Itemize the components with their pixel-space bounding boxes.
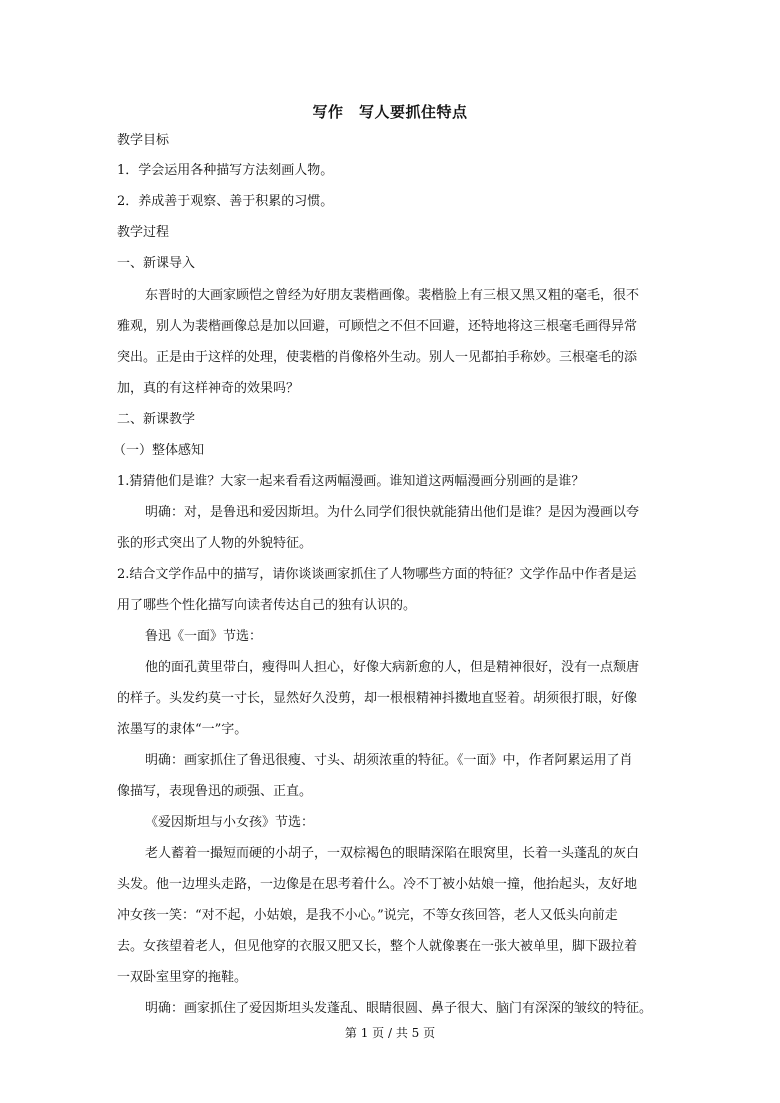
paragraph-line: 的样子。头发约莫一寸长，显然好久没剪，却一根根精神抖擞地直竖着。胡须很打眼，好像 — [117, 691, 638, 706]
paragraph-line: 明确：画家抓住了鲁迅很瘦、寸头、胡须浓重的特征。《一面》中，作者阿累运用了肖 — [145, 753, 633, 768]
question-1: 1.猜猜他们是谁？大家一起来看看这两幅漫画。谁知道这两幅漫画分别画的是谁？ — [117, 474, 585, 489]
objective-2: 2．养成善于观察、善于积累的习惯。 — [117, 194, 334, 209]
subheading-teaching: 二、新课教学 — [117, 412, 196, 427]
paragraph-line: 明确：画家抓住了爱因斯坦头发蓬乱、眼睛很圆、鼻子很大、脑门有深深的皱纹的特征。 — [145, 1001, 653, 1016]
objective-1: 1．学会运用各种描写方法刻画人物。 — [117, 163, 334, 178]
paragraph-line: 一双卧室里穿的拖鞋。 — [117, 970, 248, 985]
excerpt-heading-einstein: 《爱因斯坦与小女孩》节选： — [145, 815, 315, 830]
subheading-overall: （一）整体感知 — [113, 443, 205, 458]
paragraph-line: 冲女孩一笑：“对不起，小姑娘，是我不小心。”说完，不等女孩回答，老人又低头向前走 — [117, 908, 618, 923]
paragraph-line: 加，真的有这样神奇的效果吗？ — [117, 381, 300, 396]
paragraph-line: 浓墨写的隶体“一”字。 — [117, 722, 248, 737]
subheading-intro: 一、新课导入 — [117, 256, 196, 271]
section-heading-process: 教学过程 — [117, 225, 170, 240]
question-2: 2.结合文学作品中的描写，请你谈谈画家抓住了人物哪些方面的特征？文学作品中作者是运 — [117, 567, 637, 582]
paragraph-line: 东晋时的大画家顾恺之曾经为好朋友裴楷画像。裴楷脸上有三根又黑又粗的毫毛，很不 — [145, 288, 640, 303]
paragraph-line: 突出。正是由于这样的处理，使裴楷的肖像格外生动。别人一见都拍手称妙。三根毫毛的添 — [117, 350, 638, 365]
paragraph-line: 老人蓄着一撮短而硬的小胡子，一双棕褐色的眼睛深陷在眼窝里，长着一头蓬乱的灰白 — [145, 846, 640, 861]
paragraph-line: 雅观，别人为裴楷画像总是加以回避，可顾恺之不但不回避，还特地将这三根毫毛画得异常 — [117, 319, 638, 334]
paragraph-line: 张的形式突出了人物的外貌特征。 — [117, 536, 313, 551]
paragraph-line: 用了哪些个性化描写向读者传达自己的独有认识的。 — [117, 598, 417, 613]
excerpt-heading-luxun: 鲁迅《一面》节选： — [145, 629, 263, 644]
paragraph-line: 明确：对，是鲁迅和爱因斯坦。为什么同学们很快就能猜出他们是谁？是因为漫画以夸 — [145, 505, 640, 520]
page-title: 写作 写人要抓住特点 — [312, 103, 468, 121]
paragraph-line: 像描写，表现鲁迅的顽强、正直。 — [117, 784, 313, 799]
section-heading-objectives: 教学目标 — [117, 133, 170, 148]
paragraph-line: 头发。他一边埋头走路，一边像是在思考着什么。冷不丁被小姑娘一撞，他抬起头，友好地 — [117, 877, 638, 892]
paragraph-line: 去。女孩望着老人，但见他穿的衣服又肥又长，整个人就像裹在一张大被单里，脚下趿拉着 — [117, 939, 638, 954]
page-footer: 第 1 页 / 共 5 页 — [344, 1026, 436, 1040]
paragraph-line: 他的面孔黄里带白，瘦得叫人担心，好像大病新愈的人，但是精神很好，没有一点颓唐 — [145, 660, 640, 675]
